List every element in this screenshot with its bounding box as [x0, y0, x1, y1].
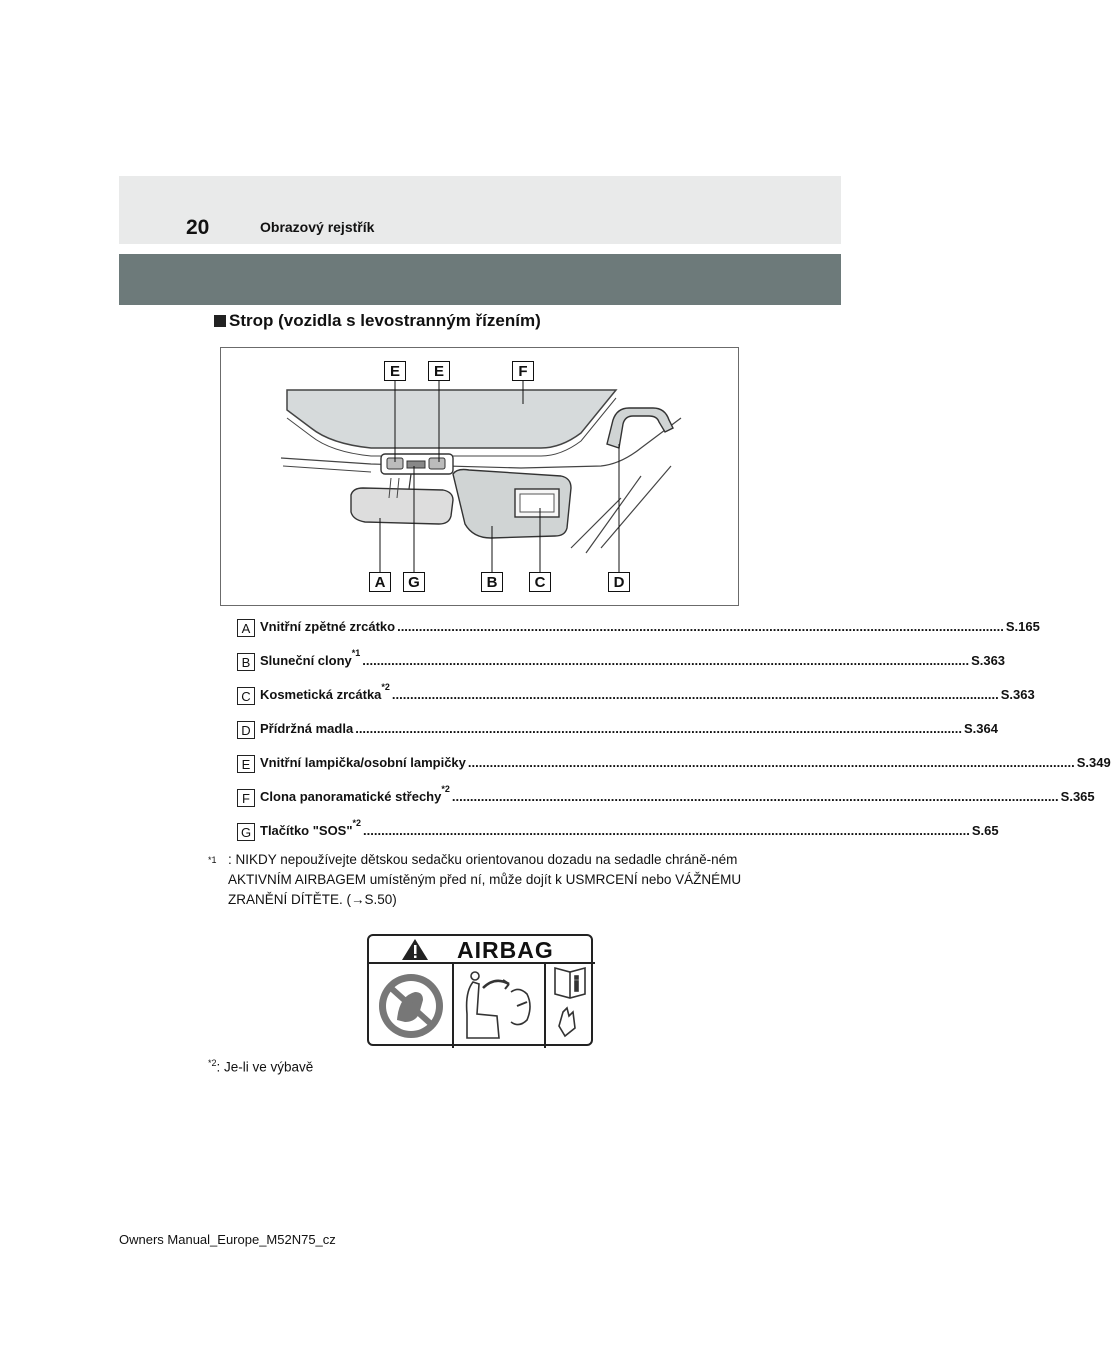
legend-page-link[interactable]: S.65	[971, 823, 999, 838]
legend-letter: E	[237, 755, 255, 773]
callout-f: F	[512, 361, 534, 381]
page-number: 20	[186, 216, 210, 239]
sos-button-shape	[407, 461, 425, 468]
mirror-stem	[409, 474, 411, 489]
footnote-mark: *1	[208, 855, 217, 865]
panoramic-roof	[287, 390, 616, 448]
ceiling-illustration	[220, 347, 739, 606]
vanity-mirror-glass	[520, 494, 554, 512]
footnote-text: : NIKDY nepoužívejte dětskou sedačku orientovanou dozadu na sedadle chráně-ném AKTIVNÍM AIRBAGEM umístěným před ní, může dojít k USMRCENÍ nebo VÁŽNÉMU ZRANĚNÍ DÍTĚTE. (→S.50)	[228, 852, 742, 907]
read-manual-icon	[555, 968, 585, 1036]
callout-c: C	[529, 572, 551, 592]
leader-dots	[392, 687, 999, 703]
leader-dots	[355, 721, 962, 737]
legend-letter: C	[237, 687, 255, 705]
warning-triangle-icon	[402, 939, 428, 960]
legend-letter: B	[237, 653, 255, 671]
legend-label: Clona panoramatické střechy	[260, 789, 442, 804]
callout-b: B	[481, 572, 503, 592]
legend-item-e	[237, 755, 1111, 789]
legend-sup: *1	[351, 648, 361, 658]
leader-dots	[363, 823, 970, 839]
legend-label: Tlačítko "SOS"	[260, 823, 353, 838]
legend-page-link[interactable]: S.363	[971, 653, 1006, 668]
leader-dots	[397, 619, 1004, 635]
legend-label: Sluneční clony	[260, 653, 352, 668]
legend-label: Přídržná madla	[260, 721, 354, 736]
legend-label: Vnitřní lampička/osobní lampičky	[260, 755, 466, 770]
pillar-lines	[571, 466, 671, 553]
legend-letter: D	[237, 721, 255, 739]
legend-sup: *2	[441, 784, 450, 794]
footnote-airbag-warning	[208, 850, 748, 910]
legend-letter: A	[237, 619, 255, 637]
leader-dots	[452, 789, 1059, 805]
legend-label: Kosmetická zrcátka	[260, 687, 382, 702]
leader-dots	[362, 653, 969, 669]
no-rear-facing-seat-icon	[379, 974, 443, 1038]
footnote-text: : Je-li ve výbavě	[216, 1059, 314, 1075]
legend-text	[260, 721, 998, 737]
legend-page-link[interactable]: S.165	[1005, 619, 1040, 634]
legend-page-link[interactable]: S.365	[1060, 789, 1095, 804]
seat-airbag-icon	[467, 972, 530, 1038]
legend-letter: G	[237, 823, 255, 841]
callout-d: D	[608, 572, 630, 592]
legend-label: Vnitřní zpětné zrcátko	[260, 619, 396, 634]
rearview-mirror	[351, 488, 453, 524]
legend-sup: *2	[381, 682, 390, 692]
legend-text	[260, 682, 1035, 703]
footnote-mark: *2	[208, 1058, 217, 1068]
footer-text: Owners Manual_Europe_M52N75_cz	[119, 1232, 336, 1247]
map-lamp-right	[429, 458, 445, 469]
legend-text	[260, 818, 999, 839]
legend-text	[260, 755, 1111, 771]
legend-page-link[interactable]: S.363	[1000, 687, 1035, 702]
legend-item-a	[237, 619, 1040, 653]
leader-dots	[468, 755, 1075, 771]
running-title: Obrazový rejstřík	[260, 219, 375, 235]
section-heading	[214, 311, 541, 331]
assist-grip	[607, 408, 673, 448]
legend-sup: *2	[352, 818, 362, 828]
legend-item-d	[237, 721, 998, 755]
ceiling-drawing	[221, 348, 740, 607]
legend-page-link[interactable]: S.349	[1076, 755, 1111, 770]
callout-a: A	[369, 572, 391, 592]
legend-page-link[interactable]: S.364	[964, 721, 998, 736]
legend-item-f	[237, 784, 1095, 823]
legend-item-c	[237, 682, 1035, 721]
airbag-warning-label	[367, 934, 593, 1046]
section-heading-text: Strop (vozidla s levostranným řízením)	[229, 311, 541, 330]
legend-letter: F	[237, 789, 255, 807]
legend-text	[260, 619, 1040, 635]
legend-item-b	[237, 648, 1006, 687]
legend-list	[237, 619, 1111, 857]
footnote-equipment	[208, 1058, 313, 1075]
callout-e-left: E	[384, 361, 406, 381]
callout-e-right: E	[428, 361, 450, 381]
legend-text	[260, 784, 1095, 805]
legend-text	[260, 648, 1006, 669]
callout-g: G	[403, 572, 425, 592]
header-band	[119, 176, 841, 244]
square-bullet-icon	[214, 315, 226, 327]
title-bar	[119, 254, 841, 305]
airbag-word: AIRBAG	[457, 937, 554, 963]
headliner-line	[283, 466, 371, 472]
